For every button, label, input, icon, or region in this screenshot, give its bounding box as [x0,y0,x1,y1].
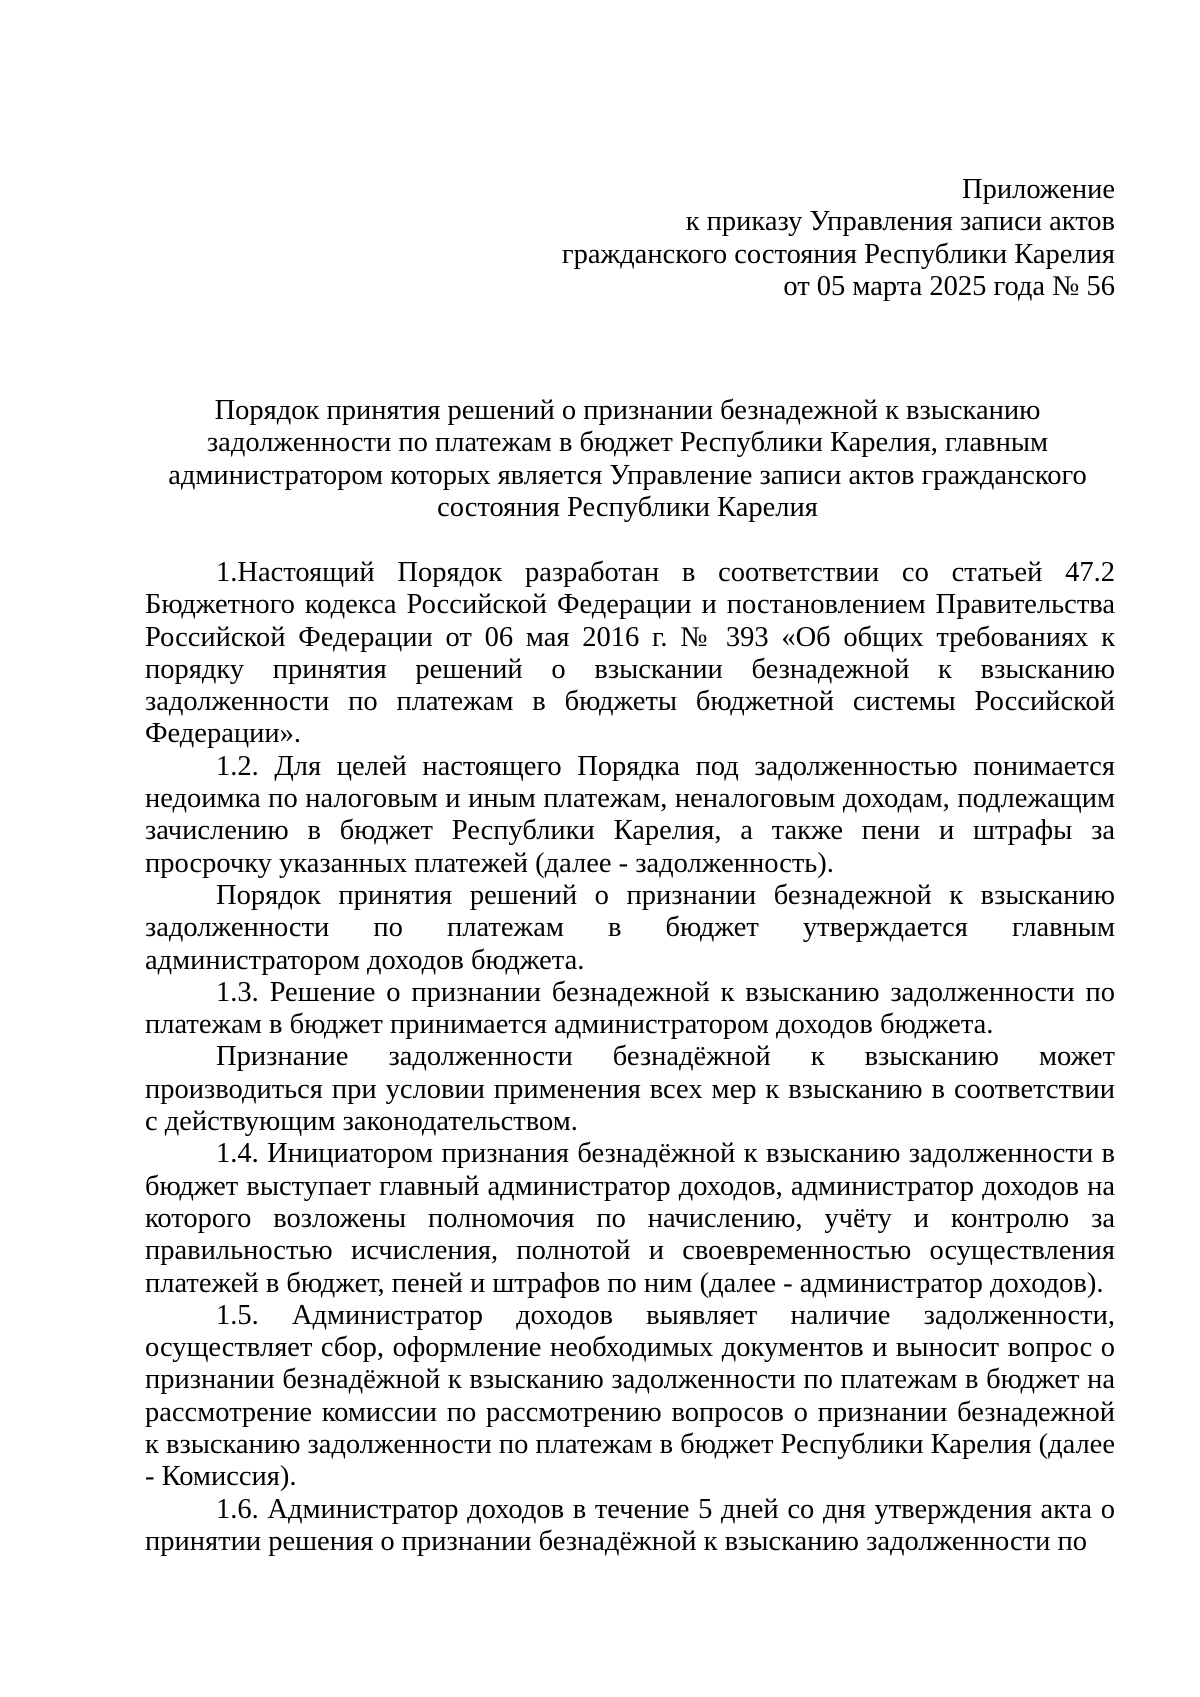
document-title [140,395,1115,524]
document-title-line: состояния Республики Карелия [437,491,818,523]
paragraph-1-2: 1.2. Для целей настоящего Порядка под задолженностью понимается недоимка по налоговым и иным платежам, неналоговым доходам, подлежащим зачислению в бюджет Республики Карелия, а также пени и штрафы за просрочку указанных платежей (далее - задолженность). [145,750,1115,879]
paragraph-1-3: 1.3. Решение о признании безнадежной к взысканию задолженности по платежам в бюджет принимается администратором доходов бюджета. [145,976,1115,1041]
document-title-line: администратором которых является Управление записи актов гражданского [168,459,1087,491]
appendix-header-line: гражданского состояния Республики Карелия [561,238,1115,270]
paragraph-1-6: 1.6. Администратор доходов в течение 5 дней со дня утверждения акта о принятии решения о признании безнадёжной к взысканию задолженности по [145,1493,1115,1557]
appendix-header [315,174,1115,303]
paragraph-1-2-procedure: Порядок принятия решений о признании безнадежной к взысканию задолженности по платежам в бюджет утверждается главным администратором доходов бюджета. [145,879,1115,976]
paragraph-1-4: 1.4. Инициатором признания безнадёжной к взысканию задолженности в бюджет выступает главный администратор доходов, администратор доходов на которого возложены полномочия по начислению, учёту и контролю за правильностью исчисления, полнотой и своевременностью осуществления платежей в бюджет, пеней и штрафов по ним (далее - администратор доходов). [145,1138,1115,1299]
document-title-line: Порядок принятия решений о признании безнадежной к взысканию [214,395,1041,426]
paragraph-1-3-recognition: Признание задолженности безнадёжной к взысканию может производиться при условии применения всех мер к взысканию в соответствии с действующим законодательством. [145,1041,1115,1138]
appendix-header-line: от 05 марта 2025 года № 56 [783,270,1115,302]
appendix-header-line: к приказу Управления записи актов [685,206,1115,238]
document-title-line: задолженности по платежам в бюджет Республики Карелия, главным [206,427,1049,459]
appendix-header-line: Приложение [962,174,1115,205]
paragraph-1-5: 1.5. Администратор доходов выявляет наличие задолженности, осуществляет сбор, оформление необходимых документов и выносит вопрос о признании безнадёжной к взысканию задолженности по платежам в бюджет на рассмотрение комиссии по рассмотрению вопросов о признании безнадежной к взысканию задолженности по платежам в бюджет Республики Карелия (далее - Комиссия). [145,1299,1115,1493]
paragraph-1-1: 1.Настоящий Порядок разработан в соответствии со статьей 47.2 Бюджетного кодекса Российской Федерации и постановлением Правительства Российской Федерации от 06 мая 2016 г. № 393 «Об общих требованиях к порядку принятия решений о взыскании безнадежной к взысканию задолженности по платежам в бюджеты бюджетной системы Российской Федерации». [145,557,1115,750]
document-body [145,557,1115,1558]
